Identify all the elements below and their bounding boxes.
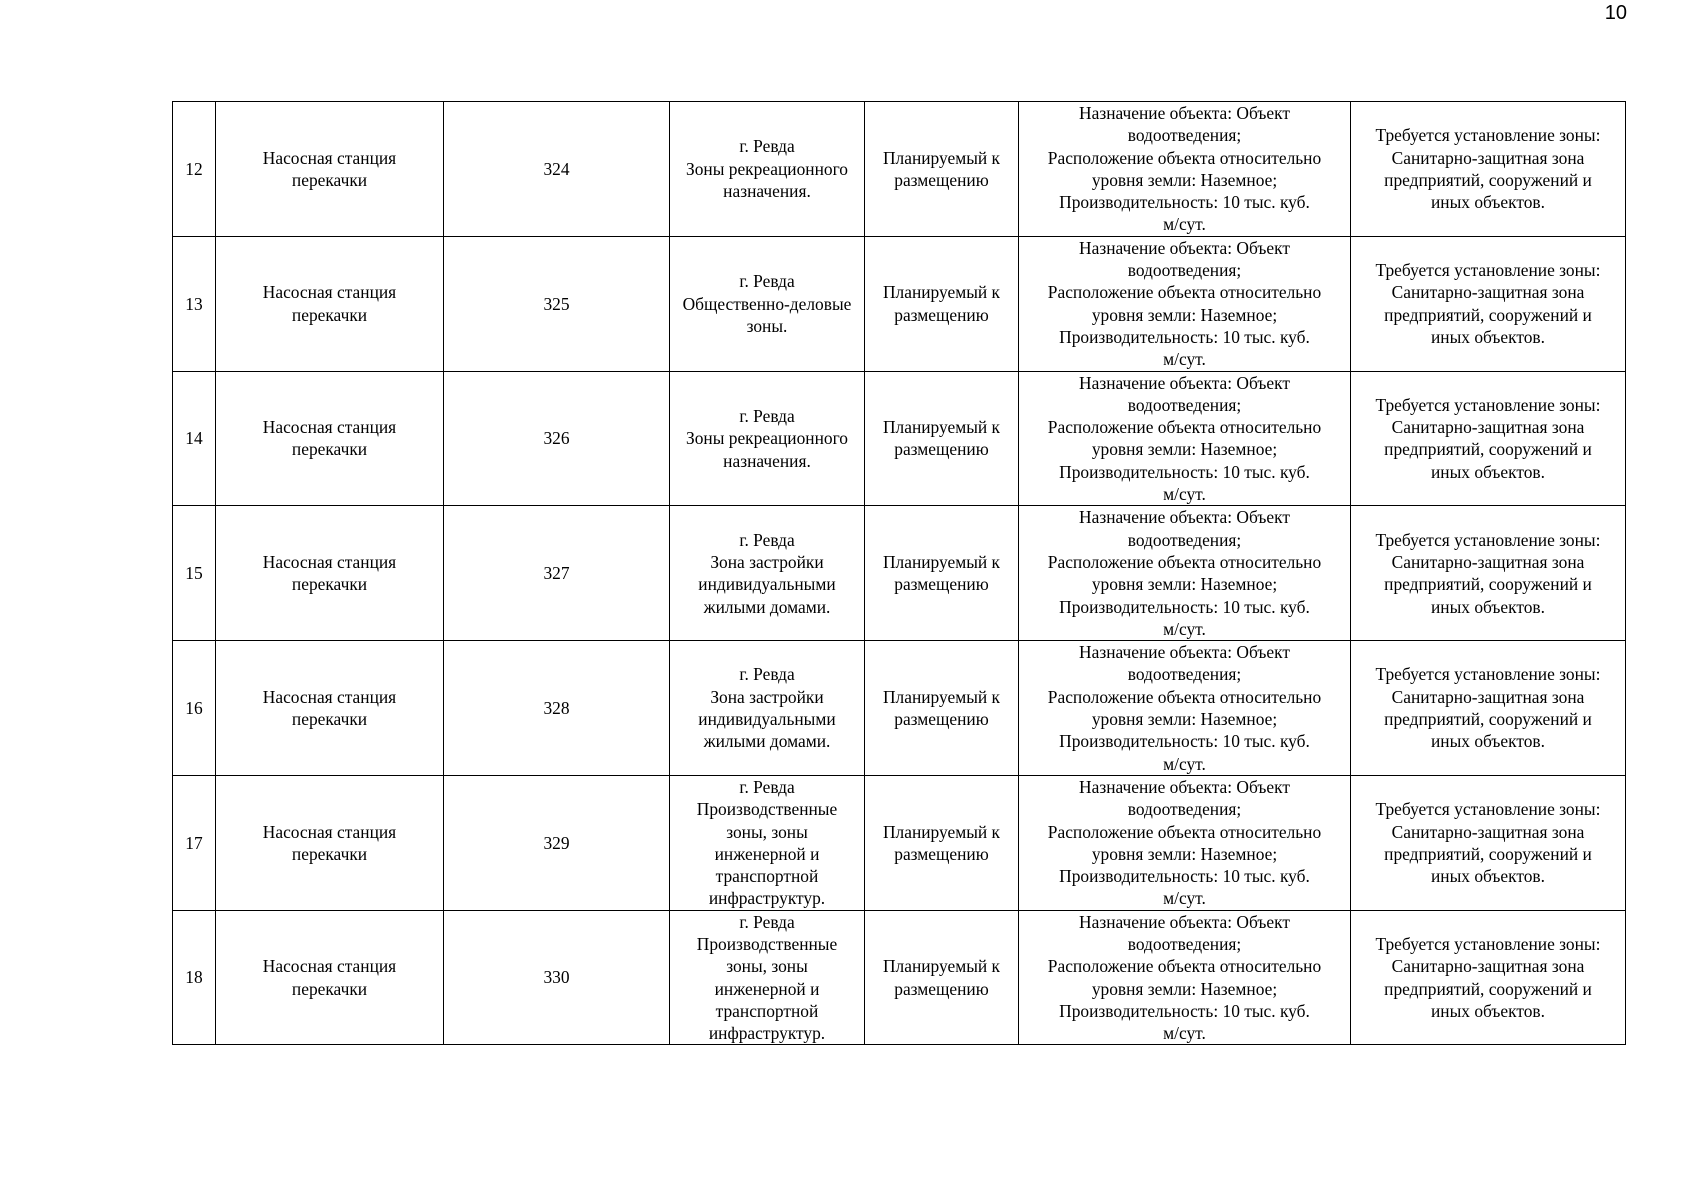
zone-requirement-cell [1351,775,1626,910]
cell-text-line: перекачки [291,843,368,864]
cell-text-line: индивидуальными [698,574,836,595]
cell-text-line: Санитарно-защитная зона [1391,282,1585,303]
table-row [173,102,1626,237]
cell-text-line: г. Ревда [739,776,795,797]
cell-text-line: жилыми домами. [703,731,831,752]
cell-text-line: зоны, зоны [726,821,808,842]
location-cell [670,506,865,641]
cell-text-line: жилыми домами. [703,596,831,617]
page-number: 10 [1604,2,1627,24]
location-cell [670,236,865,371]
cell-text-line: Санитарно-защитная зона [1391,686,1585,707]
zone-requirement-cell [1351,371,1626,506]
cell-text-line: уровня земли: Наземное; [1091,843,1278,864]
cell-text-line: Насосная станция [262,147,397,168]
status-cell [865,641,1019,776]
cell-text-line: Требуется установление зоны: [1375,664,1601,685]
cell-text-line: Требуется установление зоны: [1375,125,1601,146]
cell-text-line: Производительность: 10 тыс. куб. [1059,326,1310,347]
cell-text-line: зоны, зоны [726,956,808,977]
cell-text-line: назначения. [723,450,811,471]
cell-text-line: размещению [894,169,989,190]
cell-text-line: г. Ревда [739,664,795,685]
cell-text-line: размещению [894,843,989,864]
cell-text-line: Назначение объекта: Объект [1079,911,1290,932]
cell-text-line: Расположение объекта относительно [1047,956,1322,977]
cell-text-line: инфраструктур. [708,888,826,909]
cell-text-line: перекачки [291,304,368,325]
table-row [173,775,1626,910]
cell-text-line: Планируемый к [882,551,1000,572]
cell-text-line: иных объектов. [1430,461,1545,482]
cell-text-line: Производительность: 10 тыс. куб. [1059,866,1310,887]
cell-text-line: м/сут. [1163,753,1206,774]
cell-text-line: иных объектов. [1430,596,1545,617]
cell-text-line: Требуется установление зоны: [1375,799,1601,820]
cell-text-line: г. Ревда [739,911,795,932]
cell-text-line: м/сут. [1163,349,1206,370]
cell-text-line: предприятий, сооружений и [1384,169,1592,190]
cell-text-line: размещению [894,978,989,999]
status-cell [865,775,1019,910]
cell-text-line: водоотведения; [1127,933,1242,954]
object-name-cell [216,371,444,506]
object-name-cell [216,775,444,910]
cell-text-line: Планируемый к [882,282,1000,303]
cell-text-line: г. Ревда [739,271,795,292]
cell-text-line: Насосная станция [262,551,397,572]
cell-text-line: Санитарно-защитная зона [1391,551,1585,572]
object-name-cell [216,102,444,237]
cell-text-line: Назначение объекта: Объект [1079,237,1290,258]
cell-text-line: инженерной и [714,978,820,999]
cell-text-line: г. Ревда [739,136,795,157]
object-code-cell: 330 [444,910,670,1045]
cell-text-line: Насосная станция [262,282,397,303]
cell-text-line: уровня земли: Наземное; [1091,978,1278,999]
cell-text-line: Планируемый к [882,686,1000,707]
cell-text-line: м/сут. [1163,214,1206,235]
cell-text-line: Производительность: 10 тыс. куб. [1059,1000,1310,1021]
characteristics-cell [1019,506,1351,641]
table-row [173,236,1626,371]
cell-text-line: Производственные [696,933,838,954]
row-number-cell: 18 [173,910,216,1045]
cell-text-line: транспортной [715,1000,819,1021]
cell-text-line: уровня земли: Наземное; [1091,169,1278,190]
cell-text-line: Расположение объекта относительно [1047,417,1322,438]
cell-text-line: предприятий, сооружений и [1384,709,1592,730]
cell-text-line: Производительность: 10 тыс. куб. [1059,596,1310,617]
cell-text-line: Требуется установление зоны: [1375,260,1601,281]
location-cell [670,371,865,506]
cell-text-line: уровня земли: Наземное; [1091,574,1278,595]
zone-requirement-cell [1351,102,1626,237]
object-name-cell [216,506,444,641]
cell-text-line: водоотведения; [1127,529,1242,550]
cell-text-line: Зоны рекреационного [686,428,848,449]
cell-text-line: Производственные [696,799,838,820]
cell-text-line: предприятий, сооружений и [1384,978,1592,999]
cell-text-line: иных объектов. [1430,326,1545,347]
characteristics-cell [1019,371,1351,506]
cell-text-line: Назначение объекта: Объект [1079,372,1290,393]
cell-text-line: Насосная станция [262,956,397,977]
cell-text-line: Расположение объекта относительно [1047,147,1322,168]
cell-text-line: Расположение объекта относительно [1047,821,1322,842]
cell-text-line: уровня земли: Наземное; [1091,439,1278,460]
cell-text-line: Насосная станция [262,686,397,707]
row-number-cell: 13 [173,236,216,371]
cell-text-line: водоотведения; [1127,260,1242,281]
cell-text-line: Санитарно-защитная зона [1391,417,1585,438]
status-cell [865,910,1019,1045]
row-number-cell: 12 [173,102,216,237]
zone-requirement-cell [1351,641,1626,776]
cell-text-line: Санитарно-защитная зона [1391,821,1585,842]
cell-text-line: Производительность: 10 тыс. куб. [1059,461,1310,482]
object-code-cell: 324 [444,102,670,237]
location-cell [670,102,865,237]
zone-requirement-cell [1351,506,1626,641]
cell-text-line: Зона застройки [710,686,824,707]
cell-text-line: Санитарно-защитная зона [1391,147,1585,168]
objects-table-body [173,102,1626,1045]
cell-text-line: иных объектов. [1430,731,1545,752]
object-name-cell [216,236,444,371]
cell-text-line: перекачки [291,439,368,460]
object-code-cell: 326 [444,371,670,506]
cell-text-line: Назначение объекта: Объект [1079,507,1290,528]
row-number-cell: 14 [173,371,216,506]
characteristics-cell [1019,102,1351,237]
row-number-cell: 16 [173,641,216,776]
cell-text-line: Зона застройки [710,551,824,572]
status-cell [865,236,1019,371]
cell-text-line: Общественно-деловые [682,293,852,314]
cell-text-line: размещению [894,709,989,730]
cell-text-line: Назначение объекта: Объект [1079,642,1290,663]
cell-text-line: предприятий, сооружений и [1384,574,1592,595]
cell-text-line: Назначение объекта: Объект [1079,103,1290,123]
cell-text-line: зоны. [746,315,788,336]
table-row [173,910,1626,1045]
cell-text-line: Расположение объекта относительно [1047,551,1322,572]
cell-text-line: размещению [894,574,989,595]
table-row [173,641,1626,776]
cell-text-line: иных объектов. [1430,192,1545,213]
zone-requirement-cell [1351,910,1626,1045]
cell-text-line: г. Ревда [739,406,795,426]
cell-text-line: перекачки [291,574,368,595]
status-cell [865,102,1019,237]
location-cell [670,641,865,776]
cell-text-line: перекачки [291,169,368,190]
cell-text-line: Планируемый к [882,956,1000,977]
cell-text-line: Планируемый к [882,147,1000,168]
cell-text-line: предприятий, сооружений и [1384,304,1592,325]
cell-text-line: Требуется установление зоны: [1375,529,1601,550]
object-code-cell: 327 [444,506,670,641]
cell-text-line: транспортной [715,866,819,887]
cell-text-line: Расположение объекта относительно [1047,282,1322,303]
cell-text-line: предприятий, сооружений и [1384,843,1592,864]
cell-text-line: Насосная станция [262,417,397,438]
objects-table [172,101,1626,1045]
cell-text-line: назначения. [723,181,811,202]
cell-text-line: перекачки [291,978,368,999]
cell-text-line: Производительность: 10 тыс. куб. [1059,192,1310,213]
cell-text-line: инженерной и [714,843,820,864]
cell-text-line: м/сут. [1163,1023,1206,1044]
cell-text-line: водоотведения; [1127,799,1242,820]
object-code-cell: 325 [444,236,670,371]
cell-text-line: уровня земли: Наземное; [1091,709,1278,730]
cell-text-line: г. Ревда [739,529,795,550]
cell-text-line: Насосная станция [262,821,397,842]
cell-text-line: размещению [894,439,989,460]
location-cell [670,910,865,1045]
row-number-cell: 17 [173,775,216,910]
cell-text-line: водоотведения; [1127,664,1242,685]
object-code-cell: 328 [444,641,670,776]
cell-text-line: инфраструктур. [708,1023,826,1044]
cell-text-line: Требуется установление зоны: [1375,933,1601,954]
zone-requirement-cell [1351,236,1626,371]
characteristics-cell [1019,236,1351,371]
row-number-cell: 15 [173,506,216,641]
cell-text-line: м/сут. [1163,484,1206,505]
cell-text-line: иных объектов. [1430,866,1545,887]
cell-text-line: Расположение объекта относительно [1047,686,1322,707]
object-code-cell: 329 [444,775,670,910]
cell-text-line: Требуется установление зоны: [1375,394,1601,415]
cell-text-line: Санитарно-защитная зона [1391,956,1585,977]
characteristics-cell [1019,910,1351,1045]
status-cell [865,371,1019,506]
object-name-cell [216,910,444,1045]
cell-text-line: м/сут. [1163,888,1206,909]
cell-text-line: перекачки [291,709,368,730]
cell-text-line: м/сут. [1163,618,1206,639]
cell-text-line: водоотведения; [1127,394,1242,415]
cell-text-line: размещению [894,304,989,325]
cell-text-line: водоотведения; [1127,125,1242,146]
cell-text-line: Производительность: 10 тыс. куб. [1059,731,1310,752]
cell-text-line: иных объектов. [1430,1000,1545,1021]
cell-text-line: предприятий, сооружений и [1384,439,1592,460]
object-name-cell [216,641,444,776]
location-cell [670,775,865,910]
cell-text-line: индивидуальными [698,709,836,730]
cell-text-line: Планируемый к [882,417,1000,438]
cell-text-line: Зоны рекреационного [686,158,848,179]
cell-text-line: уровня земли: Наземное; [1091,304,1278,325]
characteristics-cell [1019,641,1351,776]
cell-text-line: Назначение объекта: Объект [1079,776,1290,797]
table-row [173,506,1626,641]
status-cell [865,506,1019,641]
characteristics-cell [1019,775,1351,910]
table-row [173,371,1626,506]
cell-text-line: Планируемый к [882,821,1000,842]
